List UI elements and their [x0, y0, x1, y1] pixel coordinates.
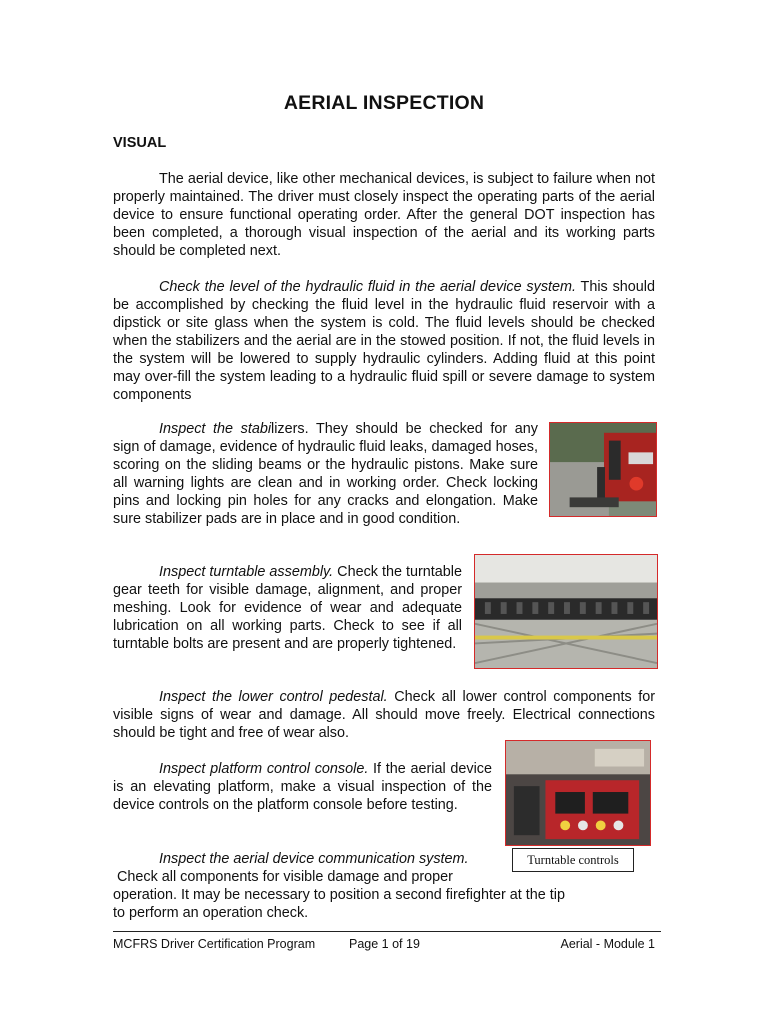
paragraph-body: Check all lower control components for visible signs of wear and damage. All should move freely. Electrical connections should be tight and free of wear also. — [113, 689, 655, 741]
footer-page-number: Page 1 of 19 — [349, 937, 420, 951]
footer-divider — [113, 931, 661, 932]
paragraph-stabilizers — [113, 420, 538, 528]
paragraph-platform-console — [113, 760, 492, 814]
paragraph-lead: Inspect the aerial device communication system. — [159, 851, 469, 867]
footer-right: Aerial - Module 1 — [560, 937, 655, 951]
paragraph-intro — [113, 170, 655, 260]
photo-caption: Turntable controls — [512, 848, 634, 872]
paragraph-line: operation. It may be necessary to position a second firefighter at the tip — [113, 887, 565, 903]
paragraph-lead: Inspect turntable assembly. — [159, 564, 334, 580]
paragraph-lead: Inspect the lower control pedestal. — [159, 689, 388, 705]
paragraph-body: Check the turntable gear teeth for visible damage, alignment, and proper meshing. Look for evidence of wear and adequate lubrication on all working parts. Check to see if all turntable bolts are present and are properly tightened. — [113, 564, 463, 652]
paragraph-line: Check all components for visible damage and proper — [117, 869, 453, 885]
paragraph-body: This should be accomplished by checking the fluid level in the hydraulic fluid reservoir with a dipstick or site glass when the system is cold. The fluid levels should be checked when the stabilizers and the aerial are in the stowed position. If not, the fluid levels in the system will be lowered to supply hydraulic cylinders. Adding fluid at this point may over-fill the system leading to a hydraulic fluid spill or severe damage to system components — [113, 279, 655, 403]
paragraph-communication-system — [113, 850, 593, 922]
stabilizer-photo — [549, 422, 657, 517]
paragraph-lead: Check the level of the hydraulic fluid in the aerial device system. — [159, 279, 576, 295]
footer-left: MCFRS Driver Certification Program — [113, 937, 316, 951]
paragraph-body: The aerial device, like other mechanical devices, is subject to failure when not properly maintained. The driver must closely inspect the operating parts of the aerial device to ensure functional operating order. After the general DOT inspection has been completed, a thorough visual inspection of the aerial and its working parts should be completed next. — [113, 171, 655, 259]
page-title: AERIAL INSPECTION — [283, 92, 485, 114]
paragraph-turntable — [113, 563, 462, 653]
paragraph-lead: Inspect platform control console. — [159, 761, 369, 777]
paragraph-line: to perform an operation check. — [113, 905, 309, 921]
section-heading: VISUAL — [113, 135, 167, 151]
paragraph-lead: Inspect the stabi — [159, 421, 272, 437]
paragraph-lower-control-pedestal — [113, 688, 655, 742]
turntable-controls-photo — [505, 740, 651, 846]
turntable-photo — [474, 554, 658, 669]
paragraph-body: lizers. They should be checked for any sign of damage, evidence of hydraulic fluid leaks, damaged hoses, scoring on the sliding beams or the hydraulic pistons. Make sure all warning lights are clean and in working order. Check locking pins and locking pin holes for any cracks and elongation. Make sure stabilizer pads are in place and in good condition. — [113, 421, 539, 527]
paragraph-hydraulic-fluid — [113, 278, 655, 404]
paragraph-body: If the aerial device is an elevating platform, make a visual inspection of the device controls on the platform console before testing. — [113, 761, 492, 813]
